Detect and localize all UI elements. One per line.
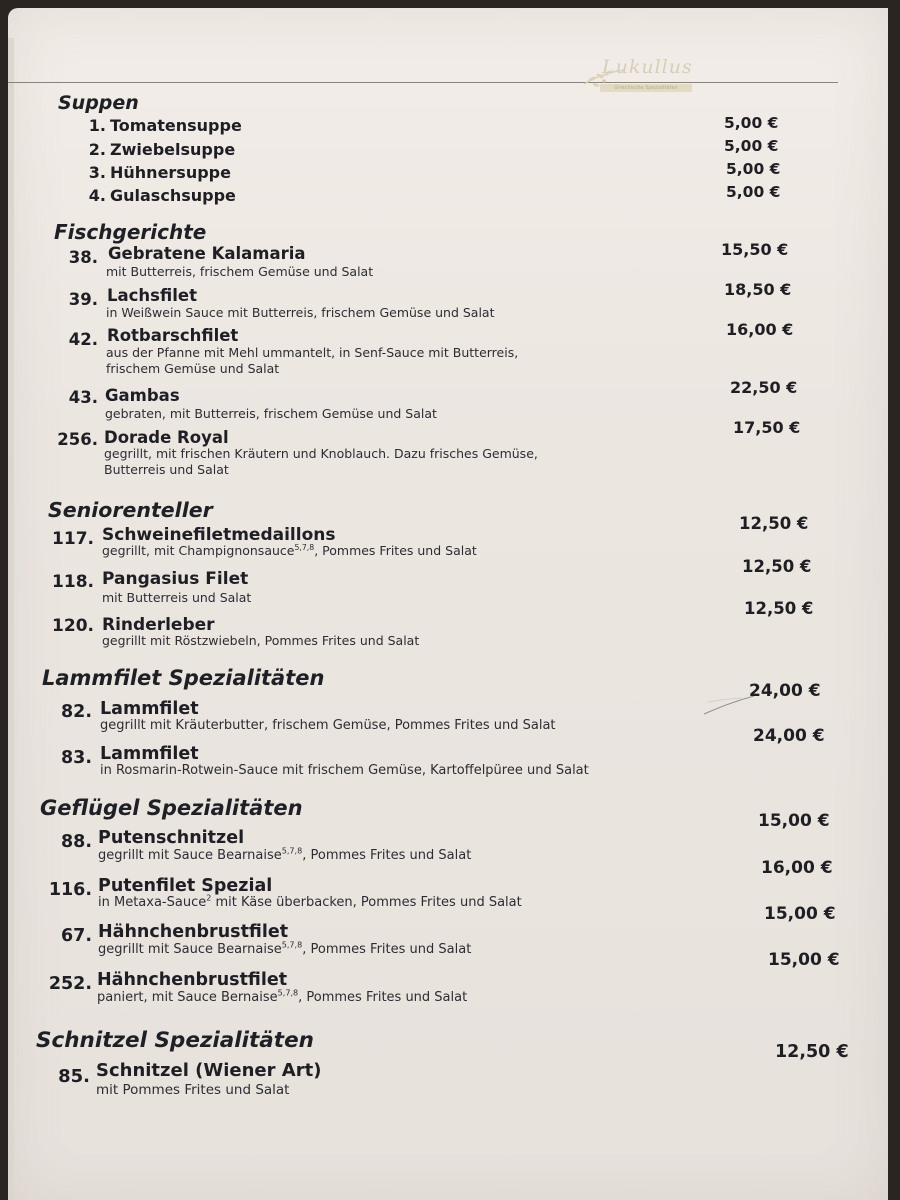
item-price: 17,50 € [733,418,801,437]
item-number: 83. [60,748,92,768]
section-title: Suppen [58,92,139,114]
allergen-note: 2 [206,893,212,903]
item-number: 252. [48,974,92,994]
item-number: 120. [52,616,94,636]
item-price: 16,00 € [761,858,833,878]
section-title: Fischgerichte [54,220,207,244]
item-description: in Rosmarin-Rotwein-Sauce mit frischem Gemüse, Kartoffelpüree und Salat [100,763,589,778]
item-description: gegrillt mit Sauce Bearnaise$^{5,7,8}$, Pommes Frites und Salat [98,846,472,863]
item-name: Pangasius Filet [102,569,249,589]
item-number: 118. [52,572,94,592]
section-title: Geflügel Spezialitäten [40,796,303,820]
item-name: Rinderleber [102,615,215,635]
item-description: gegrillt mit Kräuterbutter, frischem Gemüse, Pommes Frites und Salat [100,718,556,733]
item-description: gegrillt mit Röstzwiebeln, Pommes Frites und Salat [102,633,420,648]
item-price: 18,50 € [724,280,792,299]
section-title: Seniorenteller [48,498,213,522]
allergen-note: 5,7,8 [294,542,315,552]
section-title: Lammfilet Spezialitäten [42,666,325,690]
item-name: Dorade Royal [104,428,229,447]
item-name: Gebratene Kalamaria [108,244,306,263]
item-name: Rotbarschfilet [107,326,239,345]
item-number: 256. [57,430,98,449]
item-number: 39. [68,290,98,309]
item-price: 15,00 € [768,950,840,970]
item-name: Putenfilet Spezial [98,876,273,896]
item-description: gegrillt, mit frischen Kräutern und Knoblauch. Dazu frisches Gemüse, Butterreis und Salat [104,446,538,477]
item-price: 22,50 € [730,378,798,397]
item-description: aus der Pfanne mit Mehl ummantelt, in Senf-Sauce mit Butterreis, frischem Gemüse und Salat [106,345,519,376]
item-name: Lammfilet [100,699,199,719]
item-price: 5,00 € [726,160,781,178]
allergen-note: 5,7,8 [281,846,303,856]
item-description: in Metaxa-Sauce$^2$ mit Käse überbacken, Pommes Frites und Salat [98,893,522,910]
item-name: Zwiebelsuppe [110,140,236,159]
item-number: 1. [88,116,106,135]
item-price: 15,50 € [721,240,789,259]
item-number: 116. [48,880,92,900]
restaurant-logo [580,54,700,96]
item-name: Tomatensuppe [110,116,242,135]
item-price: 16,00 € [726,320,794,339]
item-price: 24,00 € [753,726,825,746]
item-name: Lammfilet [100,744,199,764]
item-price: 12,50 € [744,599,814,618]
item-description: mit Pommes Frites und Salat [96,1082,290,1098]
item-price: 5,00 € [724,114,779,132]
item-price: 15,00 € [764,904,836,924]
logo-tagline: Griechische Spezialitäten [600,84,692,92]
item-name: Schnitzel (Wiener Art) [96,1060,322,1081]
item-price: 24,00 € [749,681,821,701]
item-description: mit Butterreis, frischem Gemüse und Salat [106,264,374,279]
item-price: 12,50 € [775,1042,849,1062]
item-name: Gulaschsuppe [110,186,236,205]
item-price: 12,50 € [742,557,812,576]
item-name: Hähnchenbrustfilet [98,922,289,942]
item-description: gebraten, mit Butterreis, frischem Gemüse und Salat [105,406,437,421]
header-rule [8,82,838,83]
item-name: Schweinefiletmedaillons [102,525,336,545]
item-number: 4. [88,186,106,205]
item-description: mit Butterreis und Salat [102,590,252,605]
item-number: 117. [52,529,94,549]
item-name: Hühnersuppe [110,163,231,182]
menu-page [8,8,888,1200]
item-number: 88. [60,832,92,852]
item-number: 82. [60,702,92,722]
item-number: 2. [88,140,106,159]
item-description: gegrillt, mit Champignonsauce$^{5,7,8}$, Pommes Frites und Salat [102,542,477,558]
allergen-note: 5,7,8 [281,940,303,950]
item-name: Gambas [105,386,180,405]
item-number: 85. [58,1066,90,1087]
item-number: 38. [68,248,98,267]
allergen-note: 5,7,8 [277,988,299,998]
section-title: Schnitzel Spezialitäten [36,1028,314,1053]
item-description: paniert, mit Sauce Bernaise$^{5,7,8}$, Pommes Frites und Salat [97,988,468,1005]
item-price: 12,50 € [739,514,809,533]
item-number: 43. [68,388,98,407]
item-price: 5,00 € [726,183,781,201]
item-name: Putenschnitzel [98,828,245,848]
item-name: Lachsfilet [107,286,197,305]
item-description: gegrillt mit Sauce Bearnaise$^{5,7,8}$, Pommes Frites und Salat [98,940,472,957]
item-number: 3. [88,163,106,182]
item-price: 15,00 € [758,811,830,831]
item-name: Hähnchenbrustfilet [97,970,288,990]
logo-wordmark: Lukullus [602,56,693,78]
item-number: 67. [60,926,92,946]
item-description: in Weißwein Sauce mit Butterreis, frischem Gemüse und Salat [106,305,495,320]
item-price: 5,00 € [724,137,779,155]
item-number: 42. [68,330,98,349]
